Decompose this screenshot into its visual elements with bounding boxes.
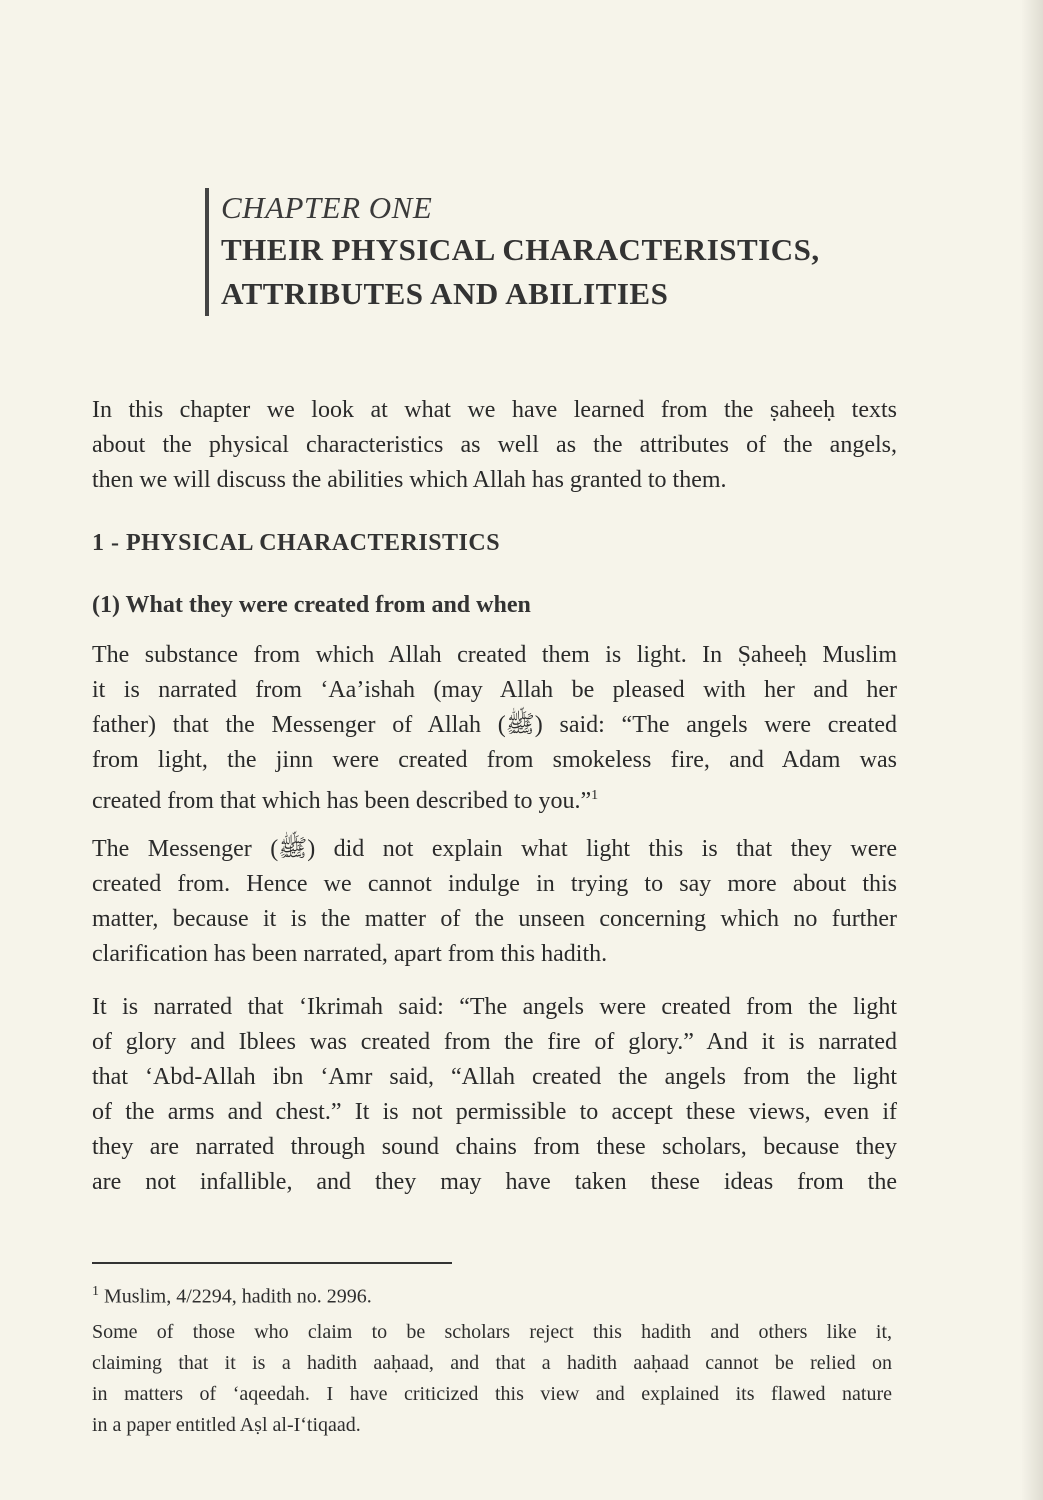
paragraph-1 (92, 638, 897, 819)
text-line: they are narrated through sound chains from these scholars, because they (92, 1134, 897, 1160)
text-line: of the arms and chest.” It is not permissible to accept these views, even if (92, 1099, 897, 1125)
chapter-label: CHAPTER ONE (221, 190, 433, 225)
section-heading: 1 - PHYSICAL CHARACTERISTICS (92, 530, 501, 556)
footnotes (92, 1276, 892, 1441)
text-line: It is narrated that ‘Ikrimah said: “The angels were created from the light (92, 994, 897, 1020)
text-line: The Messenger (ﷺ) did not explain what light this is that they were (92, 836, 897, 862)
text-line: that ‘Abd-Allah ibn ‘Amr said, “Allah created the angels from the light (92, 1064, 897, 1090)
footnote-text: Muslim, 4/2294, hadith no. 2996. (104, 1285, 372, 1308)
text-line: of glory and Iblees was created from the fire of glory.” And it is narrated (92, 1029, 897, 1055)
text-line (92, 778, 897, 819)
intro-paragraph (92, 393, 897, 498)
chapter-title-line: ATTRIBUTES AND ABILITIES (221, 276, 669, 311)
text-line-content: created from that which has been described to you.” (92, 788, 592, 814)
subsection-heading: (1) What they were created from and when (92, 592, 531, 618)
text-line: In this chapter we look at what we have learned from the ṣaheeḥ texts (92, 397, 897, 423)
text-line: it is narrated from ‘Aa’ishah (may Allah be pleased with her and her (92, 677, 897, 703)
footnote-note-line: in a paper entitled Aṣl al-I‘tiqaad. (92, 1413, 361, 1436)
text-line: about the physical characteristics as well as the attributes of the angels, (92, 432, 897, 458)
text-line: The substance from which Allah created them is light. In Ṣaheeḥ Muslim (92, 642, 897, 668)
chapter-title (221, 228, 981, 316)
text-line: matter, because it is the matter of the unseen concerning which no further (92, 906, 897, 932)
text-line: from light, the jinn were created from smokeless fire, and Adam was (92, 747, 897, 773)
footnote-note-line: claiming that it is a hadith aaḥaad, and that a hadith aaḥaad cannot be relied on (92, 1351, 892, 1374)
footnote-divider (92, 1262, 452, 1264)
text-line: are not infallible, and they may have taken these ideas from the (92, 1169, 897, 1195)
paragraph-3 (92, 990, 897, 1200)
footnote-marker: 1 (92, 1284, 99, 1299)
chapter-title-line: THEIR PHYSICAL CHARACTERISTICS, (221, 232, 820, 267)
paragraph-2 (92, 832, 897, 972)
footnote-1 (92, 1276, 892, 1313)
text-line: father) that the Messenger of Allah (ﷺ) said: “The angels were created (92, 712, 897, 738)
text-line: then we will discuss the abilities which Allah has granted to them. (92, 467, 727, 493)
text-line: created from. Hence we cannot indulge in trying to say more about this (92, 871, 897, 897)
chapter-heading (205, 188, 981, 316)
text-line: clarification has been narrated, apart from this hadith. (92, 941, 608, 967)
page-edge-shadow (1021, 0, 1043, 1500)
footnote-note-line: in matters of ‘aqeedah. I have criticized this view and explained its flawed nature (92, 1382, 892, 1405)
footnote-ref: 1 (591, 788, 599, 803)
footnote-note-line: Some of those who claim to be scholars reject this hadith and others like it, (92, 1320, 892, 1343)
